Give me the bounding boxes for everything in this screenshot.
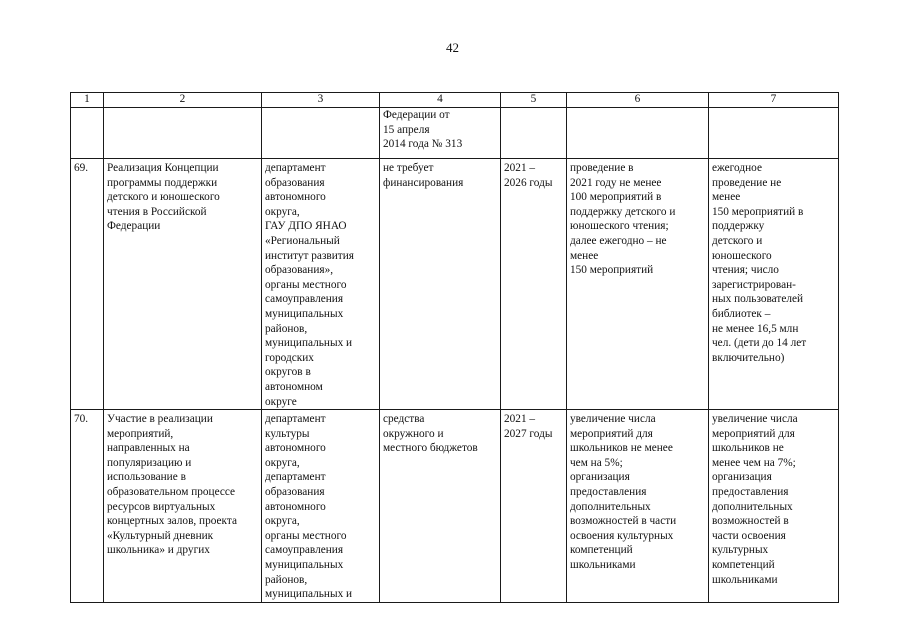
period-cell: 2021 – 2026 годы: [501, 159, 567, 410]
header-cell: 5: [501, 93, 567, 108]
row-number: 69.: [71, 159, 104, 410]
header-cell: 7: [709, 93, 839, 108]
period-cell: 2021 – 2027 годы: [501, 410, 567, 603]
result-cell: проведение в 2021 году не менее 100 мероприятий в поддержку детского и юношеского чтения; далее ежегодно – не менее 150 мероприятий: [567, 159, 709, 410]
row-number: 70.: [71, 410, 104, 603]
table-cell: [262, 108, 380, 159]
continuation-row: [71, 108, 839, 159]
executors-cell: департамент образования автономного округа, ГАУ ДПО ЯНАО «Региональный институт развития образования», органы местного самоуправления муниципальных районов, муниципальных и городских округов в автономном округе: [262, 159, 380, 410]
header-cell: 6: [567, 93, 709, 108]
table-header-row: [71, 93, 839, 108]
table-cell: [71, 108, 104, 159]
funding-cell: средства окружного и местного бюджетов: [380, 410, 501, 603]
table-cell: [709, 108, 839, 159]
table-cell: [567, 108, 709, 159]
executors-cell: департамент культуры автономного округа, департамент образования автономного округа, органы местного самоуправления муниципальных районов, муниципальных и: [262, 410, 380, 603]
table-cell: Федерации от 15 апреля 2014 года № 313: [380, 108, 501, 159]
table-row: [71, 159, 839, 410]
measures-table: [70, 92, 839, 603]
indicator-cell: увеличение числа мероприятий для школьников не менее чем на 7%; организация предоставления дополнительных возможностей в части освоения культурных компетенций школьниками: [709, 410, 839, 603]
measure-cell: Реализация Концепции программы поддержки детского и юношеского чтения в Российской Федерации: [104, 159, 262, 410]
header-cell: 1: [71, 93, 104, 108]
table-cell: [501, 108, 567, 159]
header-cell: 2: [104, 93, 262, 108]
table-row: [71, 410, 839, 603]
measure-cell: Участие в реализации мероприятий, направленных на популяризацию и использование в образовательном процессе ресурсов виртуальных концертных залов, проекта «Культурный дневник школьника» и других: [104, 410, 262, 603]
indicator-cell: ежегодное проведение не менее 150 мероприятий в поддержку детского и юношеского чтения; число зарегистрирован- ных пользователей библиотек – не менее 16,5 млн чел. (дети до 14 лет включительно): [709, 159, 839, 410]
table-cell: [104, 108, 262, 159]
header-cell: 4: [380, 93, 501, 108]
header-cell: 3: [262, 93, 380, 108]
page-number: 42: [446, 40, 459, 55]
result-cell: увеличение числа мероприятий для школьников не менее чем на 5%; организация предоставления дополнительных возможностей в части освоения культурных компетенций школьниками: [567, 410, 709, 603]
funding-cell: не требует финансирования: [380, 159, 501, 410]
